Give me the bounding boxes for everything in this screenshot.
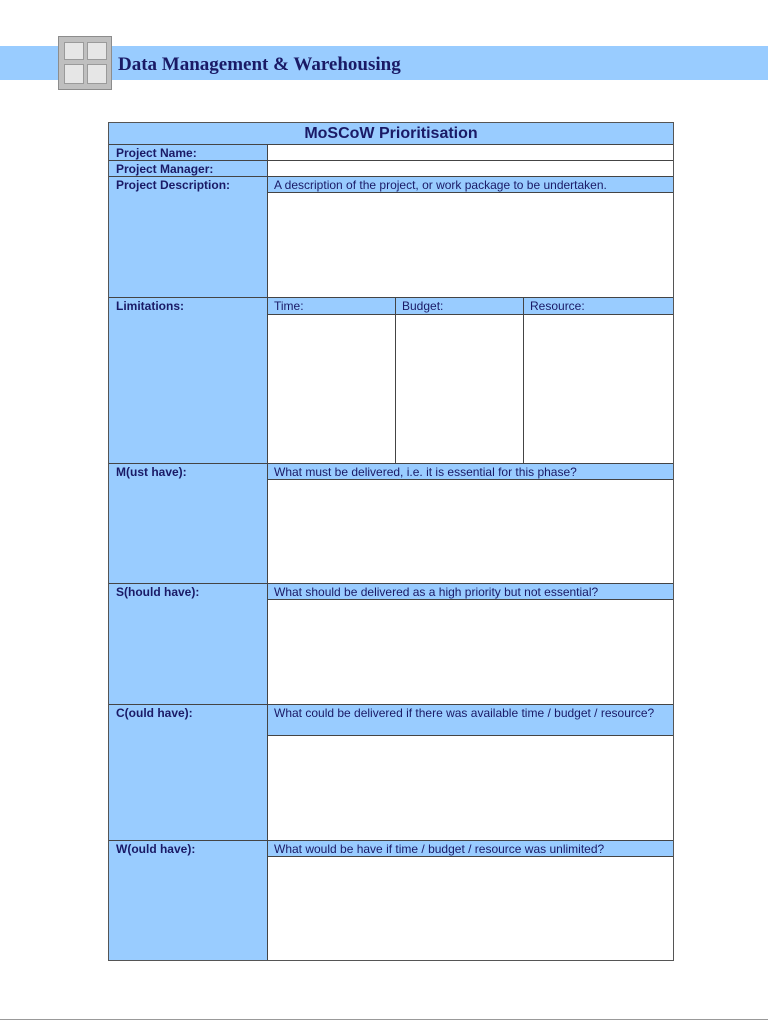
could-have-label: C(ould have): [109,704,267,840]
must-have-prompt: What must be delivered, i.e. it is essential for this phase? [267,463,673,479]
should-have-prompt: What should be delivered as a high priority but not essential? [267,583,673,599]
could-have-prompt: What could be delivered if there was available time / budget / resource? [267,704,673,735]
limitation-time-header: Time: [267,297,395,314]
would-have-field[interactable] [267,856,673,960]
moscow-form [108,122,674,961]
project-description-field[interactable] [267,192,673,297]
project-manager-field[interactable] [267,160,673,176]
should-have-label: S(hould have): [109,583,267,704]
must-have-label: M(ust have): [109,463,267,583]
project-manager-label: Project Manager: [109,160,267,176]
limitation-budget-field[interactable] [395,314,523,463]
header-title: Data Management & Warehousing [118,54,401,75]
project-description-prompt: A description of the project, or work package to be undertaken. [267,176,673,192]
form-title: MoSCoW Prioritisation [109,123,673,144]
limitations-label: Limitations: [109,297,267,463]
must-have-field[interactable] [267,479,673,583]
could-have-field[interactable] [267,735,673,840]
limitation-budget-header: Budget: [395,297,523,314]
project-name-field[interactable] [267,144,673,160]
would-have-prompt: What would be have if time / budget / resource was unlimited? [267,840,673,856]
limitation-resource-field[interactable] [523,314,673,463]
limitation-resource-header: Resource: [523,297,673,314]
limitation-time-field[interactable] [267,314,395,463]
project-description-label: Project Description: [109,176,267,297]
would-have-label: W(ould have): [109,840,267,960]
company-logo-icon [58,36,112,90]
project-name-label: Project Name: [109,144,267,160]
footer-rule [0,1019,768,1020]
should-have-field[interactable] [267,599,673,704]
